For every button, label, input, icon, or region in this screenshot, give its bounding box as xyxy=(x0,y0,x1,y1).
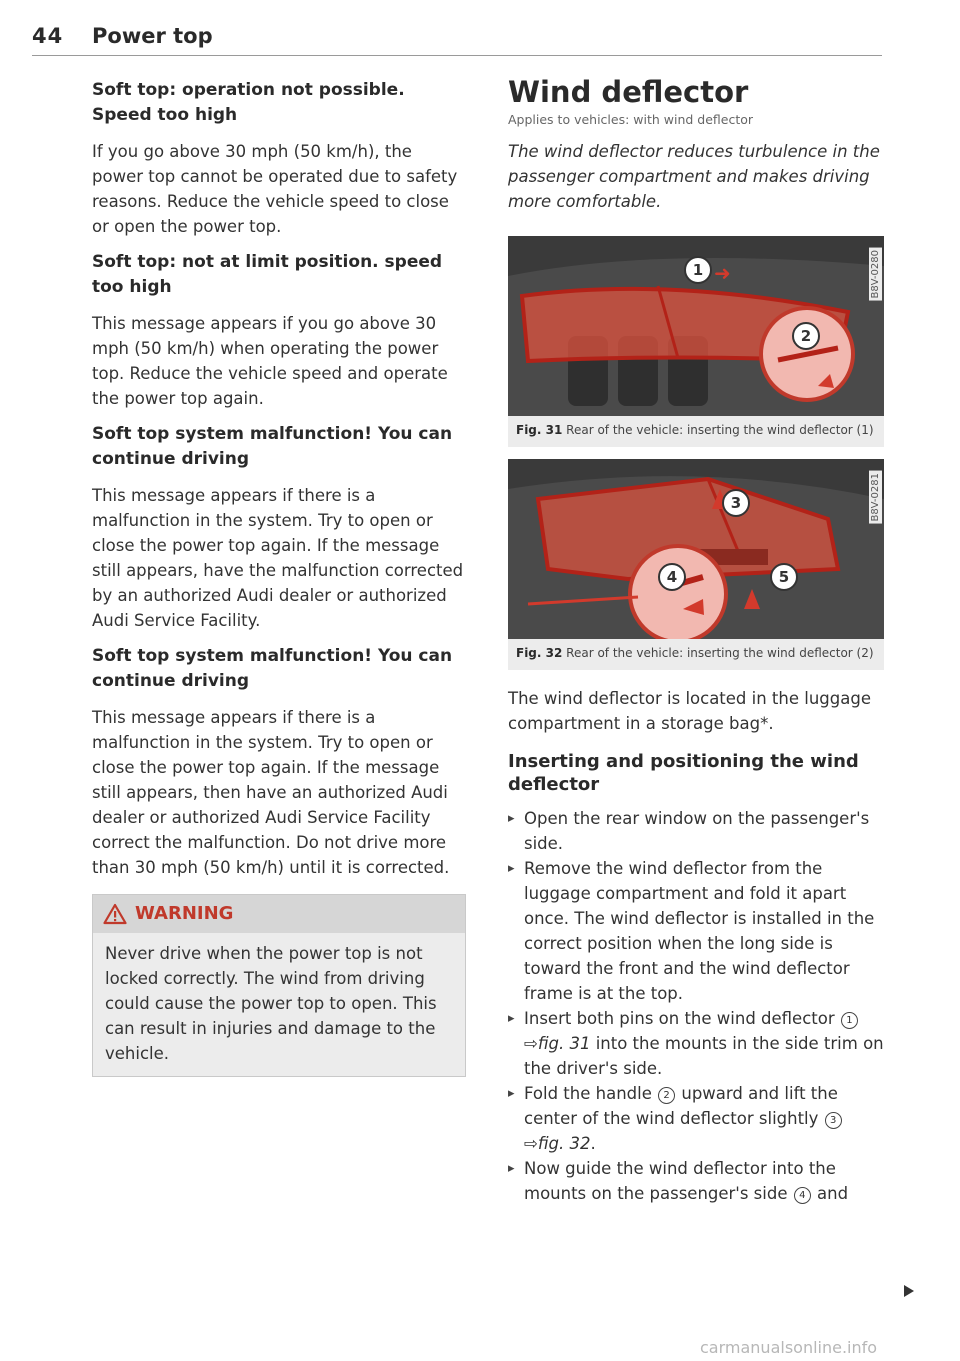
header-rule xyxy=(32,55,882,56)
step-4-text-b: upward and lift the center of the wind deflector slightly xyxy=(524,1084,838,1128)
warning-header xyxy=(93,895,465,933)
watermark: carmanualsonline.info xyxy=(700,1338,878,1357)
figure-32-illustration xyxy=(508,459,884,639)
warning-triangle-icon xyxy=(103,903,127,929)
marker-2: 2 xyxy=(792,322,820,350)
figure-32-label: Fig. 32 xyxy=(516,646,563,660)
figure-32-code: B8V-0281 xyxy=(870,473,881,522)
figure-31-illustration xyxy=(508,236,884,416)
marker-4: 4 xyxy=(658,563,686,591)
reference-arrow-icon: ⇨ xyxy=(524,1034,538,1053)
ref-4: 4 xyxy=(794,1187,811,1204)
message-text-2: This message appears if you go above 30 mph (50 km/h) when operating the power top. Reduce the vehicle speed and operate the power top again. xyxy=(92,314,448,408)
chapter-title: Wind deflector xyxy=(508,75,749,109)
marker-5: 5 xyxy=(770,563,798,591)
intro-text: The wind deflector reduces turbulence in the passenger compartment and makes driving more comfortable. xyxy=(508,142,880,211)
ref-2: 2 xyxy=(658,1087,675,1104)
marker-3: 3 xyxy=(722,489,750,517)
figure-31-label: Fig. 31 xyxy=(516,423,563,437)
warning-text: Never drive when the power top is not locked correctly. The wind from driving could cause the power top to open. This can result in injuries and damage to the vehicle. xyxy=(105,944,437,1063)
step-3-text-c: into the mounts in the side trim on the driver's side. xyxy=(524,1034,884,1078)
arrow-right-icon: ➜ xyxy=(714,261,731,285)
message-heading-2: Soft top: not at limit position. speed too high xyxy=(92,252,443,297)
message-heading-4: Soft top system malfunction! You can continue driving xyxy=(92,646,453,691)
step-4-text-a: Fold the handle xyxy=(524,1084,652,1103)
figure-31-code: B8V-0280 xyxy=(870,250,881,299)
page-number: 44 xyxy=(32,24,64,48)
message-heading-3: Soft top system malfunction! You can continue driving xyxy=(92,424,453,469)
page-header xyxy=(32,24,882,54)
fig-31-link[interactable]: fig. 31 xyxy=(537,1034,591,1053)
step-item xyxy=(508,856,884,1006)
warning-title: WARNING xyxy=(135,903,234,924)
warning-box xyxy=(92,894,466,1077)
step-item xyxy=(508,1006,884,1081)
message-text-4: This message appears if there is a malfunction in the system. Try to open or close the power top again. If the message still appears, then have an authorized Audi dealer or authorized Audi Service Facility correct the malfunction. Do not drive more than 30 mph (50 km/h) until it is corrected. xyxy=(92,708,450,877)
figure-31 xyxy=(508,236,884,447)
message-text-1: If you go above 30 mph (50 km/h), the power top cannot be operated due to safety reasons. Reduce the vehicle speed to close or open the power top. xyxy=(92,142,458,236)
step-1-text: Open the rear window on the passenger's side. xyxy=(524,809,870,853)
fig-32-link[interactable]: fig. 32 xyxy=(537,1134,591,1153)
ref-3: 3 xyxy=(825,1112,842,1129)
step-5-text-b: and xyxy=(817,1184,849,1203)
step-3-text-a: Insert both pins on the wind deflector xyxy=(524,1009,835,1028)
figure-32 xyxy=(508,459,884,670)
ref-1: 1 xyxy=(841,1012,858,1029)
section-title: Power top xyxy=(92,24,213,48)
subsection-heading: Inserting and positioning the wind deflector xyxy=(508,751,859,795)
left-column xyxy=(92,78,466,1077)
figure-31-caption-text: Rear of the vehicle: inserting the wind deflector (1) xyxy=(566,423,874,437)
figure-32-caption-text: Rear of the vehicle: inserting the wind deflector (2) xyxy=(566,646,874,660)
continue-arrow-icon xyxy=(902,1283,916,1302)
reference-arrow-icon: ⇨ xyxy=(524,1134,538,1153)
step-item xyxy=(508,1156,884,1206)
figure-32-caption xyxy=(508,639,884,670)
step-5-text-a: Now guide the wind deflector into the mounts on the passenger's side xyxy=(524,1159,836,1203)
step-item: ▸ Fold the handle 2 upward and lift the center of the wind deflector slightly 3 ⇨fig. 32. xyxy=(508,1081,884,1156)
step-2-text: Remove the wind deflector from the luggage compartment and fold it apart once. The wind deflector is installed in the correct position when the long side is toward the front and the wind deflector frame is at the top. xyxy=(524,859,875,1003)
message-text-3: This message appears if there is a malfunction in the system. Try to open or close the power top again. If the message still appears, have the malfunction corrected by an authorized Audi dealer or authorized Audi Service Facility. xyxy=(92,486,464,630)
message-heading-1: Soft top: operation not possible. Speed too high xyxy=(92,80,405,125)
applies-to-note: Applies to vehicles: with wind deflector xyxy=(508,112,754,127)
right-column xyxy=(508,74,884,1206)
figure-31-caption xyxy=(508,416,884,447)
instruction-steps xyxy=(508,806,884,1206)
marker-1: 1 xyxy=(684,256,712,284)
step-item xyxy=(508,806,884,856)
location-text: The wind deflector is located in the luggage compartment in a storage bag*. xyxy=(508,689,871,733)
